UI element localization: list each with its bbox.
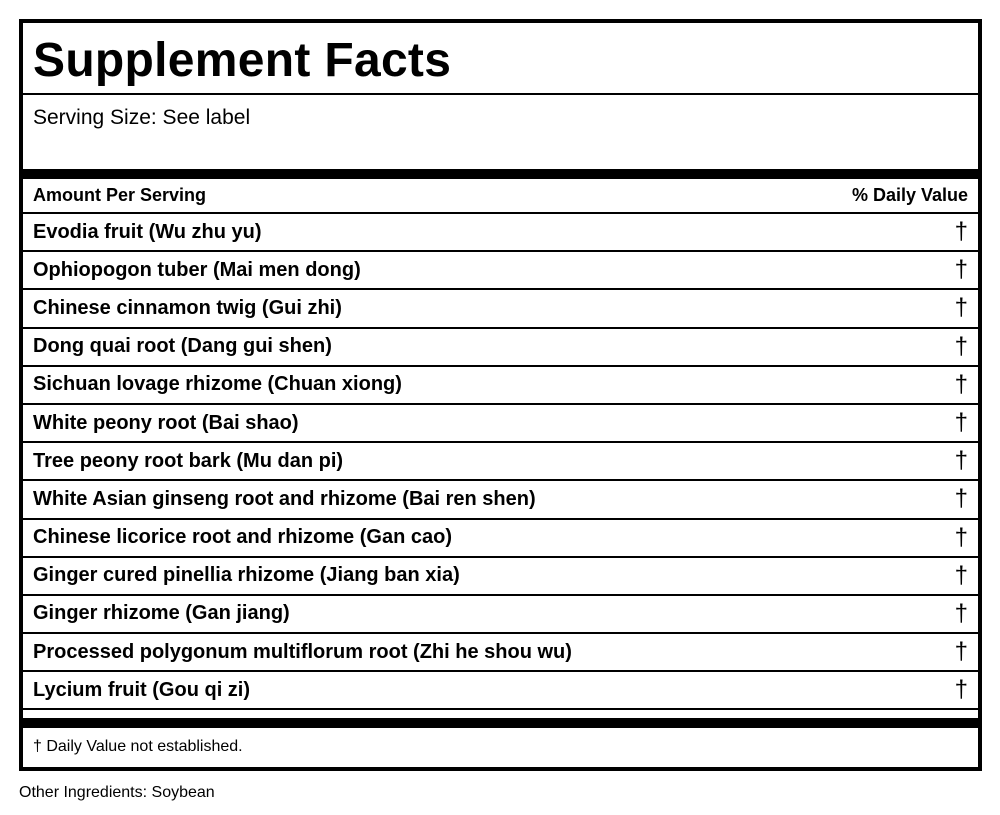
other-ingredients: Other Ingredients: Soybean [19,784,215,801]
table-row [23,520,978,558]
table-row [23,329,978,367]
table-row [23,596,978,634]
daily-value-dagger: † [954,638,968,666]
daily-value-dagger: † [954,447,968,475]
daily-value-dagger: † [954,409,968,437]
footnote: † Daily Value not established. [33,738,243,756]
ingredient-name: Ophiopogon tuber (Mai men dong) [33,258,361,281]
daily-value-dagger: † [954,599,968,627]
table-row [23,443,978,481]
table-row [23,405,978,443]
daily-value-dagger: † [954,485,968,513]
ingredient-name: Evodia fruit (Wu zhu yu) [33,220,262,243]
amount-per-serving-header: Amount Per Serving [33,185,207,205]
ingredient-name: Tree peony root bark (Mu dan pi) [33,449,344,472]
table-spacer [23,710,978,718]
daily-value-dagger: † [954,676,968,704]
ingredient-name: Ginger rhizome (Gan jiang) [33,602,290,625]
ingredient-name: White peony root (Bai shao) [33,411,299,434]
table-row [23,252,978,290]
table-header [23,179,978,214]
daily-value-dagger: † [954,523,968,551]
ingredient-list [23,214,978,728]
daily-value-header: % Daily Value [851,185,968,205]
daily-value-dagger: † [954,218,968,246]
ingredient-name: White Asian ginseng root and rhizome (Bai ren shen) [33,487,536,510]
table-row [23,367,978,405]
table-row [23,481,978,519]
table-row [23,290,978,328]
supplement-facts-panel [19,19,982,771]
ingredient-name: Chinese licorice root and rhizome (Gan cao) [33,526,452,549]
ingredient-name: Processed polygonum multiflorum root (Zhi he shou wu) [33,640,572,663]
ingredient-name: Ginger cured pinellia rhizome (Jiang ban xia) [33,564,460,587]
table-row [23,558,978,596]
ingredient-name: Sichuan lovage rhizome (Chuan xiong) [33,373,402,396]
daily-value-dagger: † [954,294,968,322]
panel-title: Supplement Facts [23,23,978,95]
daily-value-dagger: † [954,561,968,589]
table-row [23,672,978,710]
daily-value-dagger: † [954,370,968,398]
daily-value-dagger: † [954,256,968,284]
table-row [23,214,978,252]
ingredient-name: Dong quai root (Dang gui shen) [33,335,332,358]
serving-size: Serving Size: See label [23,95,978,179]
ingredient-name: Lycium fruit (Gou qi zi) [33,678,251,701]
daily-value-dagger: † [954,332,968,360]
ingredient-name: Chinese cinnamon twig (Gui zhi) [33,296,342,319]
table-row [23,634,978,672]
